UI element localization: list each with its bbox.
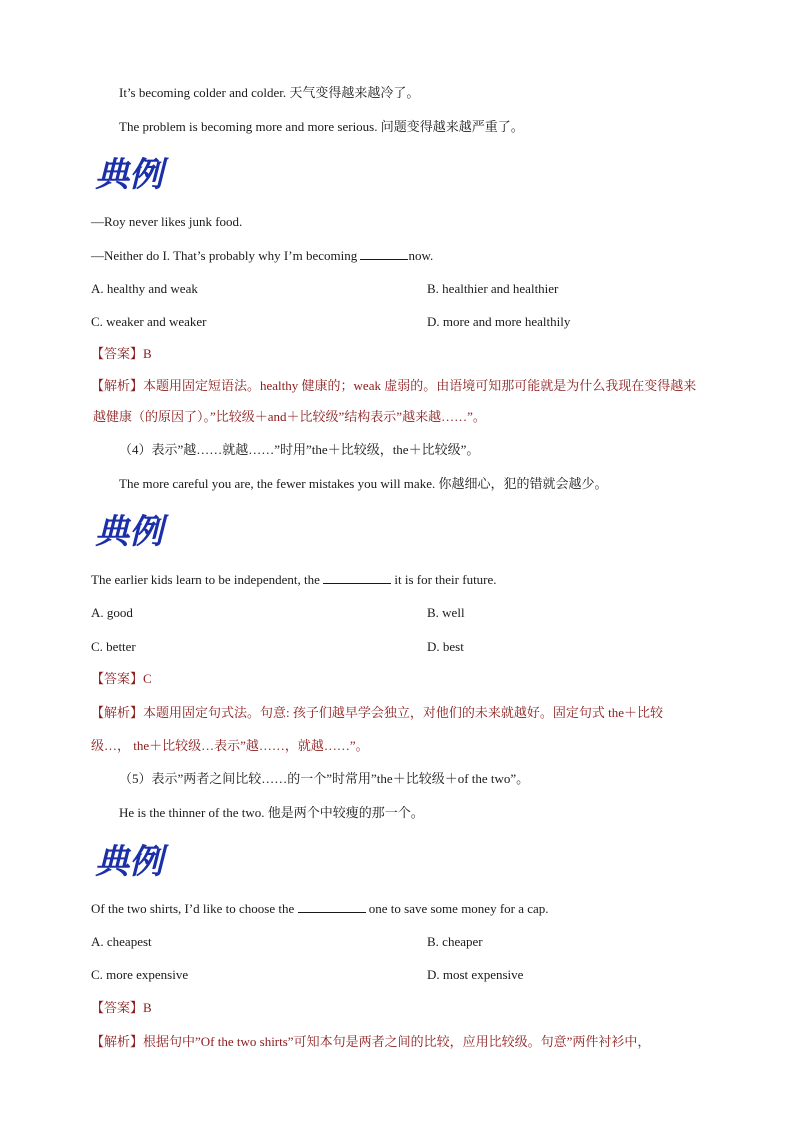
answer-blank	[360, 247, 408, 260]
example-4: The more careful you are, the fewer mistakes you will make. 你越细心，犯的错就会越少。	[119, 476, 608, 491]
q3-option-b: B. cheaper	[427, 934, 483, 949]
example-sentence-2: The problem is becoming more and more serious. 问题变得越来越严重了。	[119, 119, 524, 134]
q2-option-a: A. good	[91, 605, 133, 620]
example-logo-icon	[93, 152, 169, 194]
example-logo-icon	[93, 509, 169, 551]
answer-blank	[298, 900, 366, 913]
answer-3: 【答案】B	[91, 1000, 152, 1015]
question-3: Of the two shirts, I’d like to choose the one to save some money for a cap.	[91, 901, 549, 916]
q2-option-b: B. well	[427, 605, 465, 620]
svg-text:典例: 典例	[95, 512, 163, 551]
example-5: He is the thinner of the two. 他是两个中较瘦的那一个。	[119, 805, 424, 820]
q1-option-a: A. healthy and weak	[91, 281, 198, 296]
q1-option-c: C. weaker and weaker	[91, 314, 207, 329]
explanation-2-line-1: 【解析】本题用固定句式法。句意: 孩子们越早学会独立，对他们的未来就越好。固定句式 the＋比较	[91, 705, 664, 720]
explanation-3-line-1: 【解析】根据句中”Of the two shirts”可知本句是两者之间的比较，应用比较级。句意”两件衬衫中，	[91, 1034, 651, 1049]
rule-4: （4）表示”越……就越……”时用”the＋比较级，the＋比较级”。	[119, 442, 480, 457]
explanation-1-line-1: 【解析】本题用固定短语法。healthy 健康的；weak 虚弱的。由语境可知那可能就是为什么我现在变得越来	[91, 378, 697, 393]
question-1-line-2: —Neither do I. That’s probably why I’m becoming now.	[91, 248, 434, 263]
q3-option-d: D. most expensive	[427, 967, 524, 982]
q1-option-b: B. healthier and healthier	[427, 281, 559, 296]
explanation-1-line-2: 越健康（的原因了）。”比较级＋and＋比较级”结构表示”越来越……”。	[93, 409, 486, 424]
rule-5: （5）表示”两者之间比较……的一个”时常用”the＋比较级＋of the two”。	[119, 771, 530, 786]
q3-option-a: A. cheapest	[91, 934, 152, 949]
svg-text:典例: 典例	[95, 842, 163, 881]
answer-2: 【答案】C	[91, 671, 152, 686]
q2-option-c: C. better	[91, 639, 136, 654]
explanation-2-line-2: 级…， the＋比较级…表示”越……，就越……”。	[91, 738, 369, 753]
question-1-line-1: —Roy never likes junk food.	[91, 214, 243, 229]
q1-option-d: D. more and more healthily	[427, 314, 571, 329]
svg-text:典例: 典例	[95, 155, 163, 194]
question-2: The earlier kids learn to be independent, the it is for their future.	[91, 572, 497, 587]
q2-option-d: D. best	[427, 639, 464, 654]
answer-1: 【答案】B	[91, 346, 152, 361]
q3-option-c: C. more expensive	[91, 967, 189, 982]
answer-blank	[323, 571, 391, 584]
example-sentence-1: It’s becoming colder and colder. 天气变得越来越冷了。	[119, 85, 420, 100]
example-logo-icon	[93, 839, 169, 881]
